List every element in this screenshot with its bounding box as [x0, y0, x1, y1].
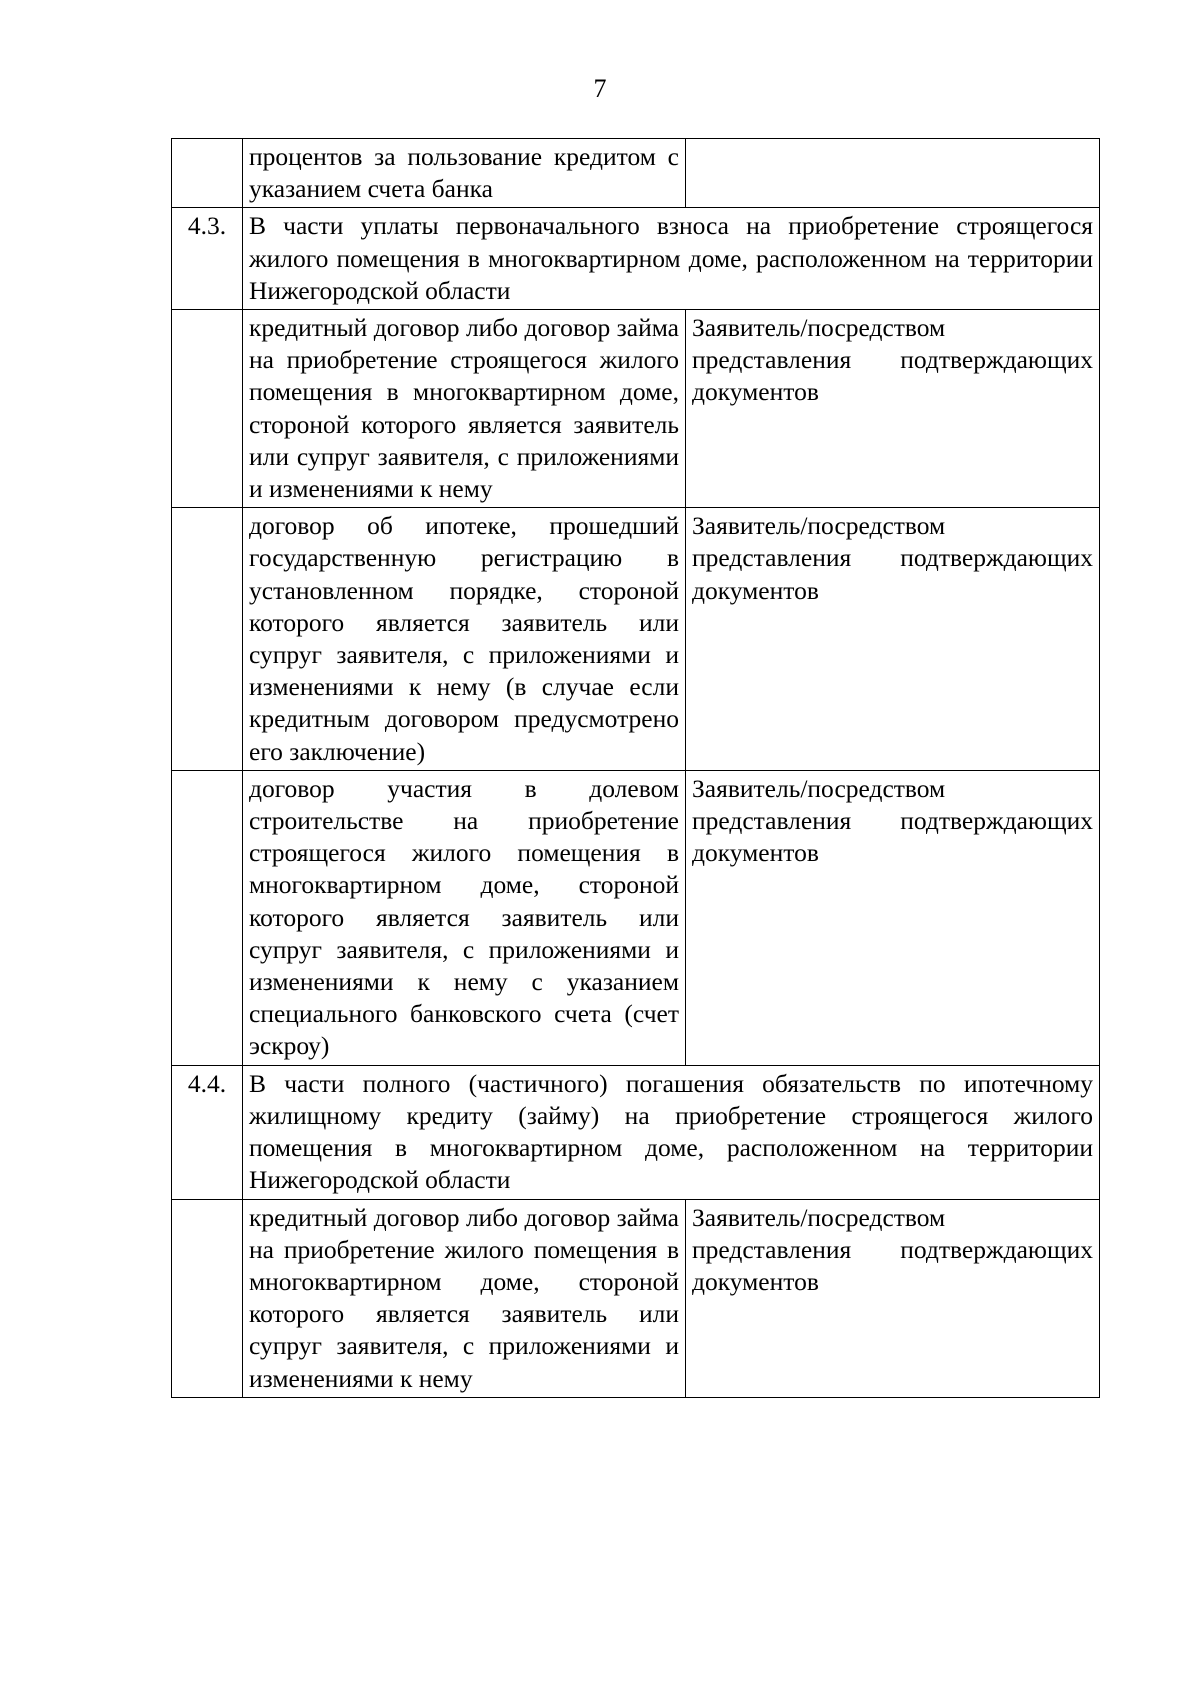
document-cell: договор об ипотеке, прошедший государственную регистрацию в установленном порядке, стороной которого является заявитель или супруг заявителя, с приложениями и изменениями к нему (в случае если кредитным договором предусмотрено его заключение): [243, 508, 686, 771]
page-number: 7: [593, 74, 607, 103]
table-row: [172, 508, 1100, 771]
section-number-cell: 4.4.: [172, 1065, 243, 1199]
row-number-cell: [172, 508, 243, 771]
document-cell: процентов за пользование кредитом с указанием счета банка: [243, 139, 686, 208]
table-row: [172, 770, 1100, 1065]
row-number-cell: [172, 770, 243, 1065]
source-cell: [686, 139, 1100, 208]
document-cell: кредитный договор либо договор займа на приобретение строящегося жилого помещения в многоквартирном доме, стороной которого является заявитель или супруг заявителя, с приложениями и изменениями к нему: [243, 310, 686, 508]
source-cell: Заявитель/посредством представления подтверждающих документов: [686, 1199, 1100, 1397]
section-heading-cell: В части полного (частичного) погашения обязательств по ипотечному жилищному кредиту (займу) на приобретение строящегося жилого помещения в многоквартирном доме, расположенном на территории Нижегородской области: [243, 1065, 1100, 1199]
document-cell: кредитный договор либо договор займа на приобретение жилого помещения в многоквартирном доме, стороной которого является заявитель или супруг заявителя, с приложениями и изменениями к нему: [243, 1199, 686, 1397]
documents-table: [171, 138, 1100, 1398]
source-cell: Заявитель/посредством представления подтверждающих документов: [686, 310, 1100, 508]
row-number-cell: [172, 139, 243, 208]
table-row: [172, 139, 1100, 208]
source-cell: Заявитель/посредством представления подтверждающих документов: [686, 508, 1100, 771]
row-number-cell: [172, 1199, 243, 1397]
section-number-cell: 4.3.: [172, 208, 243, 310]
row-number-cell: [172, 310, 243, 508]
section-row: [172, 208, 1100, 310]
section-row: [172, 1065, 1100, 1199]
table-row: [172, 1199, 1100, 1397]
document-cell: договор участия в долевом строительстве на приобретение строящегося жилого помещения в многоквартирном доме, стороной которого является заявитель или супруг заявителя, с приложениями и изменениями к нему с указанием специального банковского счета (счет эскроу): [243, 770, 686, 1065]
section-heading-cell: В части уплаты первоначального взноса на приобретение строящегося жилого помещения в многоквартирном доме, расположенном на территории Нижегородской области: [243, 208, 1100, 310]
table-row: [172, 310, 1100, 508]
source-cell: Заявитель/посредством представления подтверждающих документов: [686, 770, 1100, 1065]
